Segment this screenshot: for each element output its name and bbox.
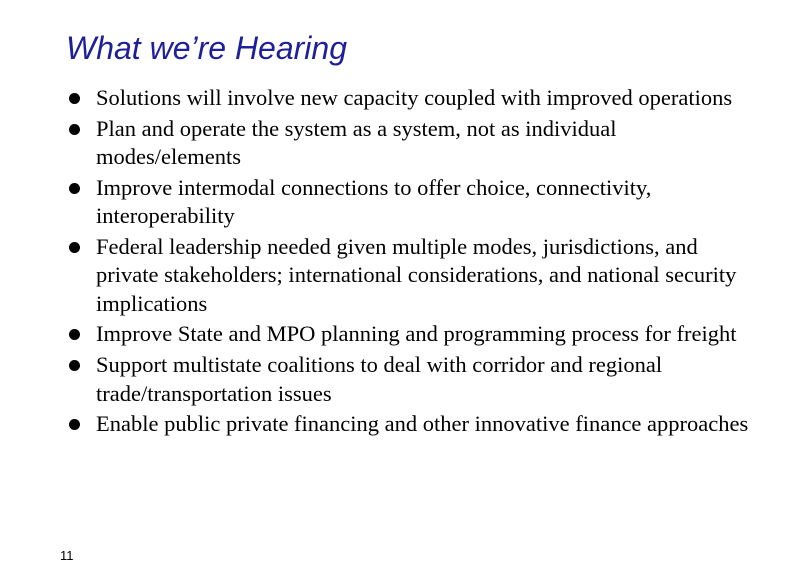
bullet-text: Plan and operate the system as a system, not as individual modes/elements [96,115,617,170]
bullet-item-planning [66,320,756,348]
bullet-dot-icon [69,360,80,371]
bullet-item-federal-leadership [66,233,756,318]
page-number: 11 [60,548,74,563]
bullet-text: Improve intermodal connections to offer choice, connectivity, interoperability [96,174,652,229]
bullet-dot-icon [69,183,80,194]
slide-title: What we’re Hearing [66,30,347,66]
bullet-dot-icon [69,242,80,253]
bullet-text: Enable public private financing and other innovative finance approaches [96,411,749,437]
bullet-item-financing [66,410,756,438]
bullet-item-system [66,115,756,172]
bullet-item-coalitions [66,351,756,408]
bullet-dot-icon [69,124,80,135]
bullet-item-intermodal [66,174,756,231]
bullet-text: Solutions will involve new capacity coupled with improved operations [96,85,733,110]
bullet-dot-icon [69,419,80,430]
bullet-dot-icon [69,93,80,104]
bullet-text: Support multistate coalitions to deal with corridor and regional trade/transportation issues [96,352,663,406]
bullet-list [66,84,756,441]
bullet-text: Improve State and MPO planning and programming process for freight [96,321,737,347]
bullet-dot-icon [69,329,80,340]
bullet-text: Federal leadership needed given multiple modes, jurisdictions, and private stakeholders; international considerations, and national security implications [96,233,737,316]
bullet-item-capacity [66,84,756,112]
